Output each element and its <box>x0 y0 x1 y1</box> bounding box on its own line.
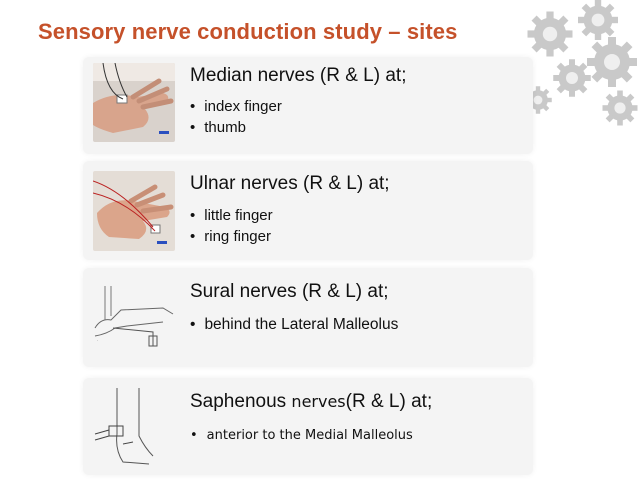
list-item: • thumb <box>190 117 282 138</box>
sural-nerve-card <box>83 268 533 367</box>
ulnar-bullet-list <box>190 205 273 247</box>
median-heading: Median nerves (R & L) at; <box>190 65 407 86</box>
saphenous-heading <box>190 391 432 413</box>
svg-text:·: · <box>97 338 99 343</box>
sural-bullet-list <box>190 314 398 335</box>
median-nerve-card <box>83 57 533 154</box>
slide-title: Sensory nerve conduction study – sites <box>38 19 458 44</box>
list-item: • behind the Lateral Malleolus <box>190 314 398 335</box>
gears-decoration-icon <box>520 0 638 130</box>
list-item: • little finger <box>190 205 273 226</box>
hand-photo-median-icon <box>93 63 175 142</box>
ulnar-heading: Ulnar nerves (R & L) at; <box>190 173 390 194</box>
ulnar-nerve-card <box>83 161 533 260</box>
foot-drawing-saphenous-icon <box>93 384 175 470</box>
hand-photo-ulnar-icon <box>93 171 175 251</box>
saphenous-heading-word: nerves <box>291 392 346 411</box>
saphenous-heading-suffix: (R & L) at; <box>345 391 433 412</box>
saphenous-nerve-card <box>83 378 533 475</box>
median-bullet-list <box>190 96 282 138</box>
list-item: • anterior to the Medial Malleolus <box>190 425 413 446</box>
list-item: • ring finger <box>190 226 273 247</box>
sural-heading: Sural nerves (R & L) at; <box>190 281 389 302</box>
saphenous-heading-prefix: Saphenous <box>190 391 292 412</box>
leg-drawing-sural-icon <box>93 276 175 360</box>
saphenous-bullet-list <box>190 425 413 446</box>
list-item: • index finger <box>190 96 282 117</box>
